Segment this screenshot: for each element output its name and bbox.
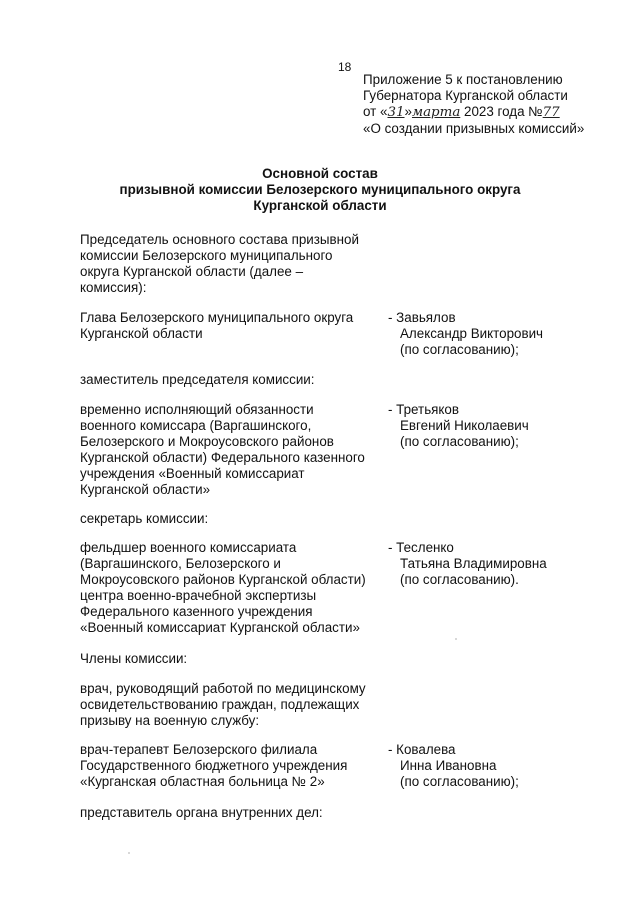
member-role (80, 742, 390, 790)
title-line-3: Курганской области (253, 198, 387, 213)
text-line: призыву на военную службу: (80, 713, 260, 728)
members-heading: Члены комиссии: (80, 651, 188, 666)
secretary-role (80, 540, 390, 636)
person-name: Инна Ивановна (400, 758, 497, 773)
person-name: Александр Викторович (400, 326, 544, 341)
title-line-1: Основной состав (262, 166, 378, 181)
person-surname: - Ковалева (388, 742, 456, 757)
text-line: Государственного бюджетного учреждения (80, 758, 348, 773)
person-note: (по согласованию). (400, 572, 519, 587)
text-line: центра военно-врачебной экспертизы (80, 588, 317, 603)
person-surname: - Тесленко (388, 540, 454, 555)
person-name: Татьяна Владимировна (400, 556, 547, 571)
deputy-role (80, 402, 390, 498)
text-line: округа Курганской области (далее – (80, 264, 304, 279)
text-line: Мокроусовского районов Курганской области) (80, 572, 366, 587)
text-line: Курганской области» (80, 482, 211, 497)
chairman-role (80, 310, 390, 342)
scan-speck (128, 852, 130, 854)
text-line: (Варгашинского, Белозерского и (80, 556, 281, 571)
person-note: (по согласованию); (400, 342, 519, 357)
handwritten-month: марта (411, 105, 461, 120)
page-number: 18 (338, 60, 352, 74)
text-line: Курганской области (80, 326, 203, 341)
text-line: комиссии Белозерского муниципального (80, 248, 333, 263)
text-line: военного комиссара (Варгашинского, (80, 418, 312, 433)
handwritten-day: 31 (387, 105, 405, 120)
members-subheading (80, 681, 390, 729)
text-line: Председатель основного состава призывной (80, 232, 359, 247)
member-person (388, 742, 628, 790)
date-prefix: от « (363, 104, 388, 119)
person-surname: - Завьялов (388, 310, 456, 325)
text-line: временно исполняющий обязанности (80, 402, 314, 417)
next-heading: представитель органа внутренних дел: (80, 805, 323, 820)
chairman-person (388, 310, 628, 358)
scan-speck (455, 638, 457, 640)
text-line: Курганской области) Федерального казенного (80, 450, 365, 465)
text-line: «Военный комиссариат Курганской области» (80, 620, 360, 635)
text-line: Белозерского и Мокроусовского районов (80, 434, 334, 449)
person-name: Евгений Николаевич (400, 418, 529, 433)
date-separator: » (404, 104, 412, 119)
text-line: «Курганская областная больница № 2» (80, 774, 325, 789)
text-line: освидетельствованию граждан, подлежащих (80, 697, 360, 712)
text-line: учреждения «Военный комиссариат (80, 466, 305, 481)
deputy-person (388, 402, 628, 450)
person-note: (по согласованию); (400, 434, 519, 449)
handwritten-doc-number: 77 (542, 105, 560, 120)
title-line-2: призывной комиссии Белозерского муниципального округа (119, 182, 521, 197)
appendix-line-3 (363, 104, 633, 121)
text-line: фельдшер военного комиссариата (80, 540, 297, 555)
appendix-line-4: «О создании призывных комиссий» (363, 121, 585, 136)
text-line: врач-терапевт Белозерского филиала (80, 742, 318, 757)
text-line: Федерального казенного учреждения (80, 604, 313, 619)
person-note: (по согласованию); (400, 774, 519, 789)
text-line: комиссия): (80, 280, 147, 295)
secretary-heading: секретарь комиссии: (80, 511, 209, 526)
appendix-line-2: Губернатора Курганской области (363, 88, 568, 103)
document-title (0, 166, 640, 214)
appendix-line-1: Приложение 5 к постановлению (363, 72, 563, 87)
secretary-person (388, 540, 628, 588)
text-line: врач, руководящий работой по медицинскому (80, 681, 366, 696)
appendix-header (363, 72, 633, 137)
text-line: Глава Белозерского муниципального округа (80, 310, 354, 325)
date-middle: 2023 года № (460, 104, 543, 119)
chairman-heading (80, 232, 390, 296)
deputy-heading: заместитель председателя комиссии: (80, 372, 315, 387)
person-surname: - Третьяков (388, 402, 459, 417)
